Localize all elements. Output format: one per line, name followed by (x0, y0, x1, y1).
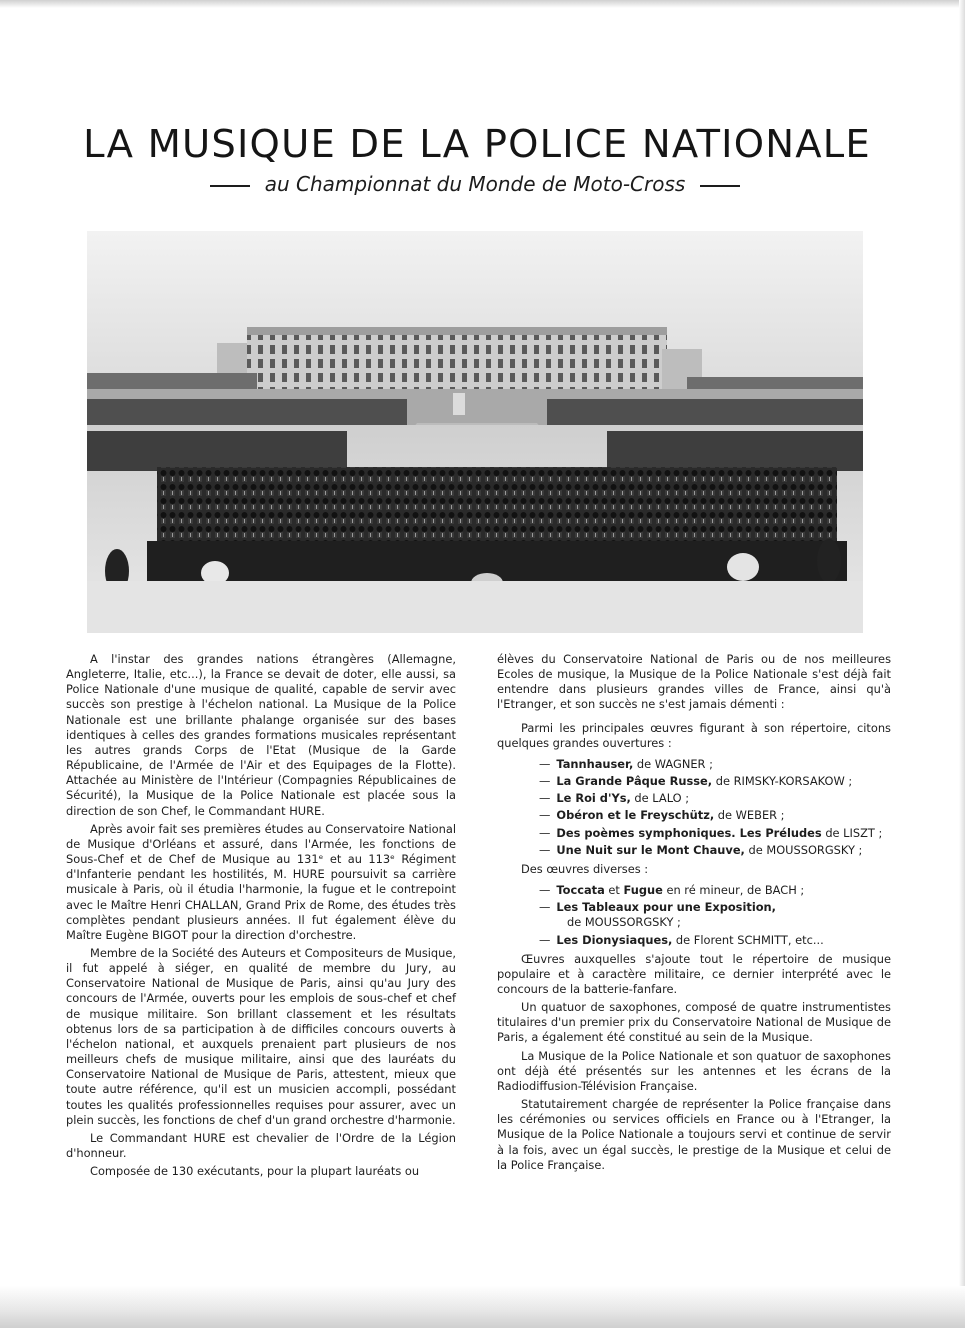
hedge-right (547, 399, 863, 425)
overture-item: — Le Roi d'Ys, de LALO ; (539, 791, 690, 806)
sousaphone-right (727, 553, 759, 581)
page-top-edge (0, 0, 965, 8)
subtitle-dash-left (210, 185, 250, 187)
diverse-item: — Les Dionysiaques, de Florent SCHMITT, etc... (539, 932, 824, 947)
right-paragraph-5: La Musique de la Police Nationale et son quatuor de saxophones ont déjà été présentés sur les antennes et les écrans de la Radiodiffusion-Télévision Française. (497, 1048, 891, 1093)
left-paragraph-5: Composée de 130 exécutants, pour la plupart lauréats ou (90, 1164, 420, 1179)
page-bottom-edge (0, 1286, 965, 1328)
subtitle-text: au Championnat du Monde de Moto-Cross (264, 172, 686, 196)
diverse-works-label: Des œuvres diverses : (521, 861, 649, 876)
fountain-statue (453, 393, 465, 415)
right-paragraph-1: élèves du Conservatoire National de Paris ou de nos meilleures Ecoles de musique, la Musique de la Police Nationale s'est déjà fait entendre dans plusieurs grandes villes de France, ainsi qu'à l'Etranger, et son succès ne s'est jamais démenti : (497, 652, 891, 712)
diverse-works-list (497, 883, 891, 948)
overture-item: — Une Nuit sur le Mont Chauve, de MOUSSORGSKY ; (539, 842, 863, 857)
overture-item: — Des poèmes symphoniques. Les Préludes de LISZT ; (539, 825, 883, 840)
double-bass-right (817, 539, 841, 583)
garden-border-right (607, 431, 863, 471)
palace-body (247, 333, 667, 393)
band-photograph (87, 231, 863, 633)
right-paragraph-2: Parmi les principales œuvres figurant à son répertoire, citons quelques grandes ouvertures : (497, 720, 891, 750)
left-paragraph-3: Membre de la Société des Auteurs et Compositeurs de Musique, il fut appelé à siéger, en qualité de membre du Jury, au Conservatoire National de Musique de Paris, ainsi qu'au Jury des concours de l'Armée, ouverts pour les emplois de sous-chef et chef de musique militaire. Son brillant classement et les résultats obtenus lors de sa participation à de difficiles concours ouverts à l'échelon national, et auxquels prenaient part plusieurs de nos meilleurs chefs de musique militaire, ainsi que des lauréats du Conservatoire National de Musique de Paris, attestent, mieux que toute autre référence, qu'il est un musicien accompli, possédant toutes les qualités professionnelles requises pour assurer, avec un plein succès, les fonctions de chef d'un grand orchestre d'harmonie. (66, 945, 456, 1127)
right-column (497, 652, 891, 1176)
right-paragraph-4: Un quatuor de saxophones, composé de quatre instrumentistes titulaires d'un premier prix du Conservatoire National de Musique de Paris, a également été constitué au sein de la Musique. (497, 1000, 891, 1045)
left-column (66, 652, 456, 1182)
right-paragraph-6: Statutairement chargée de représenter la Police française dans les cérémonies ou services officiels en France ou à l'Etranger, la Musique de la Police Nationale a toujours servi et continue de servir à la fois, avec un égal succès, le prestige de la Musique et celui de la Police Française. (497, 1097, 891, 1172)
diverse-item: — Toccata et Fugue en ré mineur, de BACH ; (539, 883, 805, 898)
article-title: LA MUSIQUE DE LA POLICE NATIONALE (83, 122, 871, 167)
right-paragraph-3: Œuvres auxquelles s'ajoute tout le répertoire de musique populaire et à caractère militaire, ce dernier interprété avec le concours de la batterie-fanfare. (497, 951, 891, 996)
overture-item: — Obéron et le Freyschütz, de WEBER ; (539, 808, 785, 823)
overtures-list (497, 757, 891, 858)
page-right-edge (959, 0, 965, 1328)
subtitle-dash-right (700, 185, 740, 187)
diverse-item: — Les Tableaux pour une Exposition, de MOUSSORGSKY ; (539, 900, 776, 930)
left-paragraph-2: Après avoir fait ses premières études au Conservatoire National de Musique d'Orléans et assuré, dans l'Armée, les fonctions de Sous-Chef et de Chef de Musique au 131ᵉ et au 113ᵉ Régiment d'Infanterie pendant les hostilités, M. HURE poursuivit sa carrière musicale à Paris, où il étudia l'harmonie, la fugue et le contrepoint avec le Maître Henri CHALLAN, Grand Prix de Rome, des études très complètes pendant plusieurs années. Il fut également élève du Maître Eugène BIGOT pour la direction d'orchestre. (66, 821, 456, 942)
overture-item: — La Grande Pâque Russe, de RIMSKY-KORSAKOW ; (539, 774, 853, 789)
left-paragraph-1: A l'instar des grandes nations étrangères (Allemagne, Angleterre, Italie, etc...), la France se devait de doter, elle aussi, sa Police Nationale d'une musique de qualité, capable de servir avec succès son prestige à l'échelon national. La Musique de la Police Nationale est une brillante phalange organisée sur des bases identiques à celles des grandes formations musicales représentant les autres grands Corps de l'Etat (Musique de la Garde Républicaine, de l'Armée de l'Air et des Equipages de la Flotte). Attachée au Ministère de l'Intérieur (Compagnies Républicaines de Sécurité), la Musique de la Police Nationale est placée sous la direction de son Chef, le Commandant HURE. (66, 652, 456, 818)
hedge-left (87, 399, 407, 425)
palace-roofline (247, 327, 667, 335)
article-subtitle (160, 172, 790, 196)
garden-border-left (87, 431, 347, 471)
photo-foreground (87, 581, 863, 633)
left-paragraph-4: Le Commandant HURE est chevalier de l'Ordre de la Légion d'honneur. (66, 1130, 456, 1160)
overture-item: — Tannhauser, de WAGNER ; (539, 756, 713, 771)
